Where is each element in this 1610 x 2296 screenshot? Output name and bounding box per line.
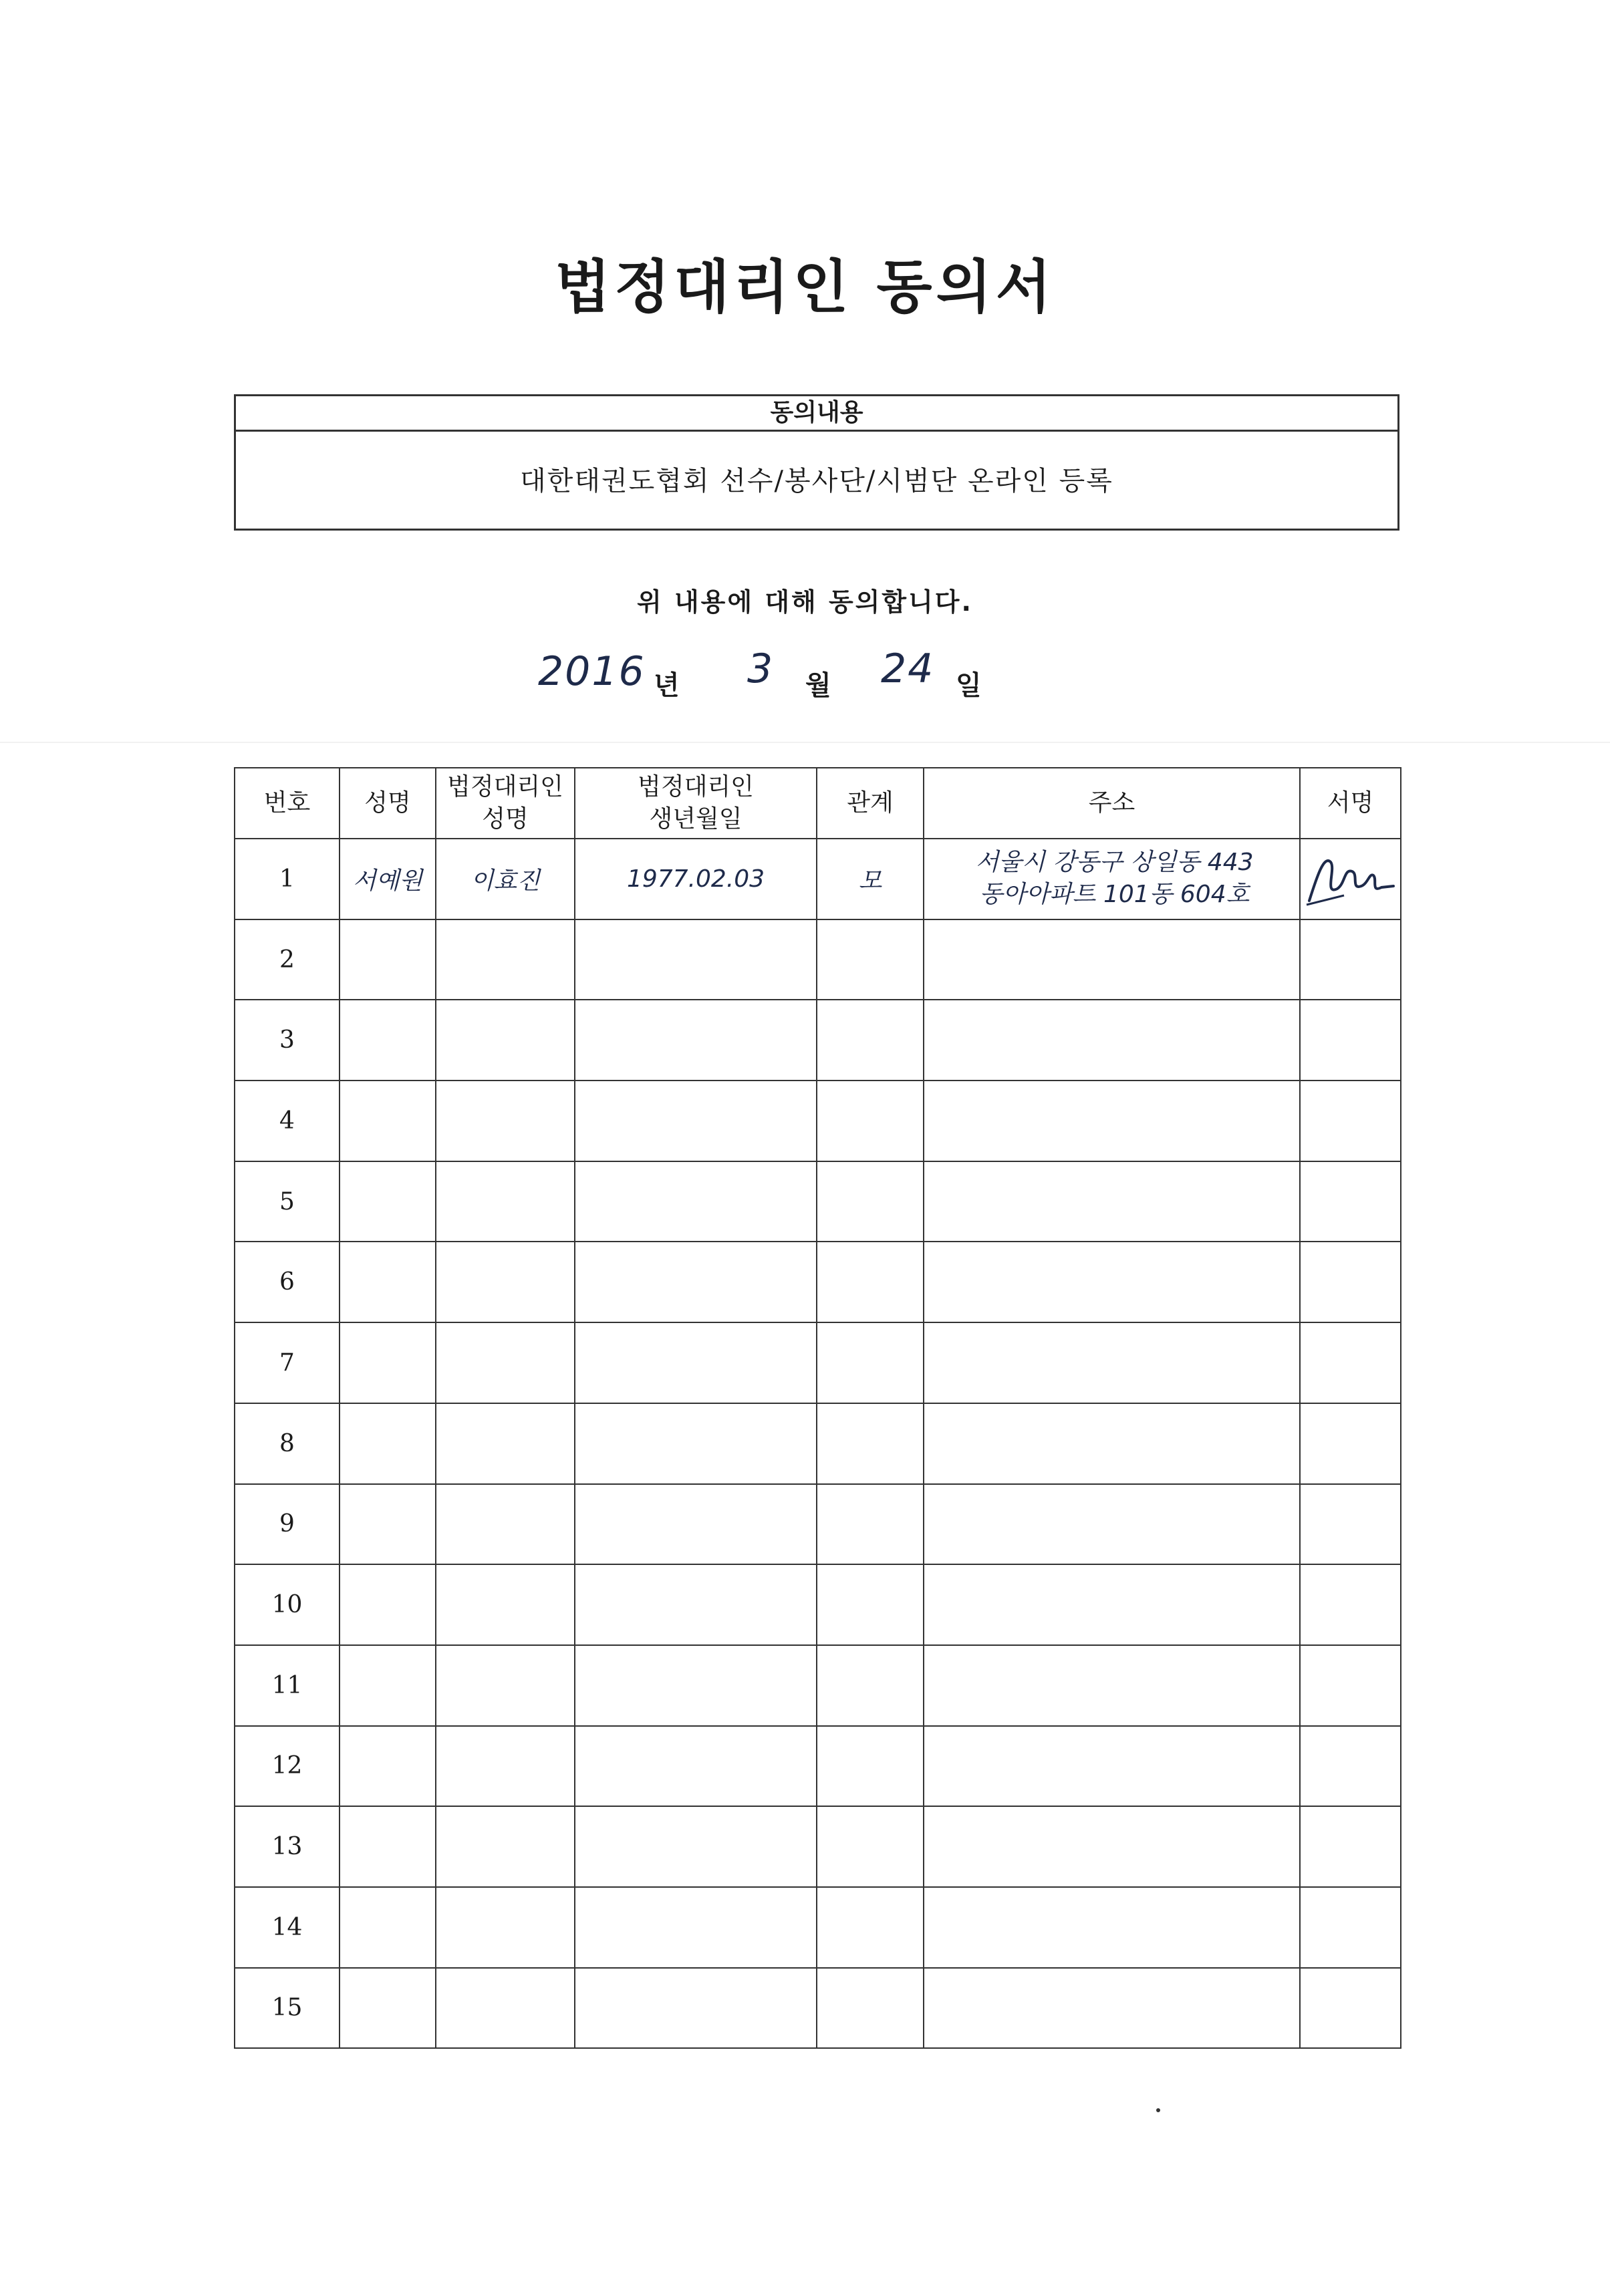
cell-empty xyxy=(924,1564,1300,1645)
cell-empty xyxy=(817,1000,924,1081)
cell-empty xyxy=(817,1322,924,1403)
cell-empty xyxy=(340,1564,436,1645)
cell-empty xyxy=(1300,1806,1401,1887)
consent-header: 동의내용 xyxy=(236,396,1397,432)
cell-empty xyxy=(436,1726,575,1807)
cell-empty xyxy=(817,1887,924,1968)
cell-no: 6 xyxy=(235,1242,340,1322)
date-year-unit: 년 xyxy=(654,670,680,701)
address-line-1: 서울시 강동구 상일동 443 xyxy=(975,849,1254,877)
cell-empty xyxy=(924,1403,1300,1484)
cell-empty xyxy=(1300,1000,1401,1081)
table-row xyxy=(235,1645,1401,1726)
agree-statement: 위 내용에 대해 동의합니다. xyxy=(637,587,973,617)
document-title: 법정대리인 동의서 xyxy=(555,254,1055,321)
cell-empty xyxy=(340,1645,436,1726)
cell-empty xyxy=(340,1000,436,1081)
cell-empty xyxy=(575,1726,817,1807)
cell-empty xyxy=(924,1081,1300,1161)
cell-empty xyxy=(436,1645,575,1726)
cell-no: 5 xyxy=(235,1161,340,1242)
cell-empty xyxy=(817,1968,924,2049)
table-row xyxy=(235,1968,1401,2049)
address-line-2: 동아아파트 101동 604호 xyxy=(979,881,1250,909)
cell-empty xyxy=(575,1081,817,1161)
cell-empty xyxy=(924,1322,1300,1403)
cell-empty xyxy=(1300,1081,1401,1161)
cell-empty xyxy=(1300,1968,1401,2049)
cell-empty xyxy=(575,1322,817,1403)
cell-empty xyxy=(1300,1161,1401,1242)
cell-empty xyxy=(575,1564,817,1645)
cell-empty xyxy=(1300,1645,1401,1726)
cell-empty xyxy=(924,1645,1300,1726)
cell-empty xyxy=(436,1564,575,1645)
consent-box xyxy=(234,394,1399,531)
cell-empty xyxy=(340,1081,436,1161)
cell-empty xyxy=(924,1161,1300,1242)
cell-empty xyxy=(340,1242,436,1322)
cell-no: 1 xyxy=(235,839,340,919)
cell-guardian-name: 이효진 xyxy=(436,839,575,919)
cell-empty xyxy=(817,1645,924,1726)
table-header-row xyxy=(235,768,1401,839)
cell-empty xyxy=(340,1726,436,1807)
cell-empty xyxy=(575,1645,817,1726)
table-row xyxy=(235,1484,1401,1565)
table-row xyxy=(235,1403,1401,1484)
table-row xyxy=(235,1000,1401,1081)
header-signature: 서명 xyxy=(1300,768,1401,839)
date-day-unit: 일 xyxy=(956,670,982,701)
cell-empty xyxy=(924,1484,1300,1565)
cell-no: 10 xyxy=(235,1564,340,1645)
cell-empty xyxy=(1300,1322,1401,1403)
cell-empty xyxy=(924,919,1300,1000)
cell-empty xyxy=(1300,1242,1401,1322)
cell-empty xyxy=(817,1161,924,1242)
cell-empty xyxy=(817,1564,924,1645)
date-year: 2016 xyxy=(538,648,646,695)
cell-empty xyxy=(575,1806,817,1887)
cell-empty xyxy=(1300,1403,1401,1484)
cell-empty xyxy=(924,1000,1300,1081)
cell-empty xyxy=(817,1081,924,1161)
table-row xyxy=(235,1081,1401,1161)
cell-empty xyxy=(924,1726,1300,1807)
cell-empty xyxy=(575,1484,817,1565)
date-day: 24 xyxy=(881,645,935,692)
cell-empty xyxy=(1300,1484,1401,1565)
cell-empty xyxy=(340,1322,436,1403)
cell-empty xyxy=(436,1161,575,1242)
header-guardian-birth-line2: 생년월일 xyxy=(649,805,743,833)
fold-line xyxy=(0,742,1610,743)
cell-empty xyxy=(436,1887,575,1968)
cell-empty xyxy=(1300,1564,1401,1645)
cell-empty xyxy=(817,1403,924,1484)
cell-empty xyxy=(1300,1726,1401,1807)
cell-address xyxy=(924,839,1300,919)
cell-empty xyxy=(575,1242,817,1322)
cell-relation: 모 xyxy=(817,839,924,919)
header-name: 성명 xyxy=(340,768,436,839)
cell-empty xyxy=(340,1806,436,1887)
cell-signature xyxy=(1300,839,1401,919)
cell-name: 서예원 xyxy=(340,839,436,919)
cell-no: 14 xyxy=(235,1887,340,1968)
cell-empty xyxy=(436,1806,575,1887)
cell-no: 11 xyxy=(235,1645,340,1726)
roster-table xyxy=(234,767,1401,2049)
cell-empty xyxy=(924,1242,1300,1322)
cell-empty xyxy=(340,1403,436,1484)
cell-empty xyxy=(575,1161,817,1242)
cell-empty xyxy=(575,1403,817,1484)
cell-empty xyxy=(575,1968,817,2049)
cell-empty xyxy=(340,1968,436,2049)
scan-speck xyxy=(1156,2108,1160,2112)
header-address: 주소 xyxy=(924,768,1300,839)
cell-no: 3 xyxy=(235,1000,340,1081)
cell-empty xyxy=(817,1242,924,1322)
cell-no: 4 xyxy=(235,1081,340,1161)
date-line xyxy=(0,645,1610,708)
cell-empty xyxy=(340,1887,436,1968)
table-row xyxy=(235,919,1401,1000)
header-relation: 관계 xyxy=(817,768,924,839)
cell-empty xyxy=(924,1887,1300,1968)
cell-no: 12 xyxy=(235,1726,340,1807)
cell-empty xyxy=(817,919,924,1000)
cell-no: 9 xyxy=(235,1484,340,1565)
header-guardian-name-line2: 성명 xyxy=(482,805,529,833)
cell-empty xyxy=(436,1322,575,1403)
header-guardian-name xyxy=(436,768,575,839)
cell-empty xyxy=(436,1484,575,1565)
cell-empty xyxy=(817,1806,924,1887)
date-month: 3 xyxy=(747,645,775,692)
cell-empty xyxy=(575,1000,817,1081)
cell-no: 7 xyxy=(235,1322,340,1403)
header-guardian-name-line1: 법정대리인 xyxy=(447,773,563,801)
header-guardian-birth-line1: 법정대리인 xyxy=(638,773,754,801)
cell-no: 8 xyxy=(235,1403,340,1484)
header-no: 번호 xyxy=(235,768,340,839)
table-row xyxy=(235,1806,1401,1887)
cell-no: 13 xyxy=(235,1806,340,1887)
cell-no: 2 xyxy=(235,919,340,1000)
consent-body: 대한태권도협회 선수/봉사단/시범단 온라인 등록 xyxy=(520,466,1113,496)
cell-empty xyxy=(436,1968,575,2049)
cell-guardian-birth: 1977.02.03 xyxy=(575,839,817,919)
cell-empty xyxy=(436,919,575,1000)
cell-empty xyxy=(436,1403,575,1484)
table-row xyxy=(235,1242,1401,1322)
cell-empty xyxy=(924,1806,1300,1887)
cell-empty xyxy=(436,1081,575,1161)
header-guardian-birth xyxy=(575,768,817,839)
cell-empty xyxy=(817,1484,924,1565)
cell-empty xyxy=(340,1484,436,1565)
table-row xyxy=(235,1564,1401,1645)
cell-empty xyxy=(1300,1887,1401,1968)
signature-scribble xyxy=(1304,849,1397,909)
cell-empty xyxy=(817,1726,924,1807)
cell-empty xyxy=(436,1242,575,1322)
date-month-unit: 월 xyxy=(805,670,831,701)
cell-empty xyxy=(575,1887,817,1968)
cell-empty xyxy=(1300,919,1401,1000)
table-row xyxy=(235,1726,1401,1807)
cell-no: 15 xyxy=(235,1968,340,2049)
table-row xyxy=(235,1322,1401,1403)
cell-empty xyxy=(924,1968,1300,2049)
table-row xyxy=(235,1887,1401,1968)
cell-empty xyxy=(340,919,436,1000)
table-row xyxy=(235,1161,1401,1242)
cell-empty xyxy=(340,1161,436,1242)
cell-empty xyxy=(575,919,817,1000)
cell-empty xyxy=(436,1000,575,1081)
table-row xyxy=(235,839,1401,919)
